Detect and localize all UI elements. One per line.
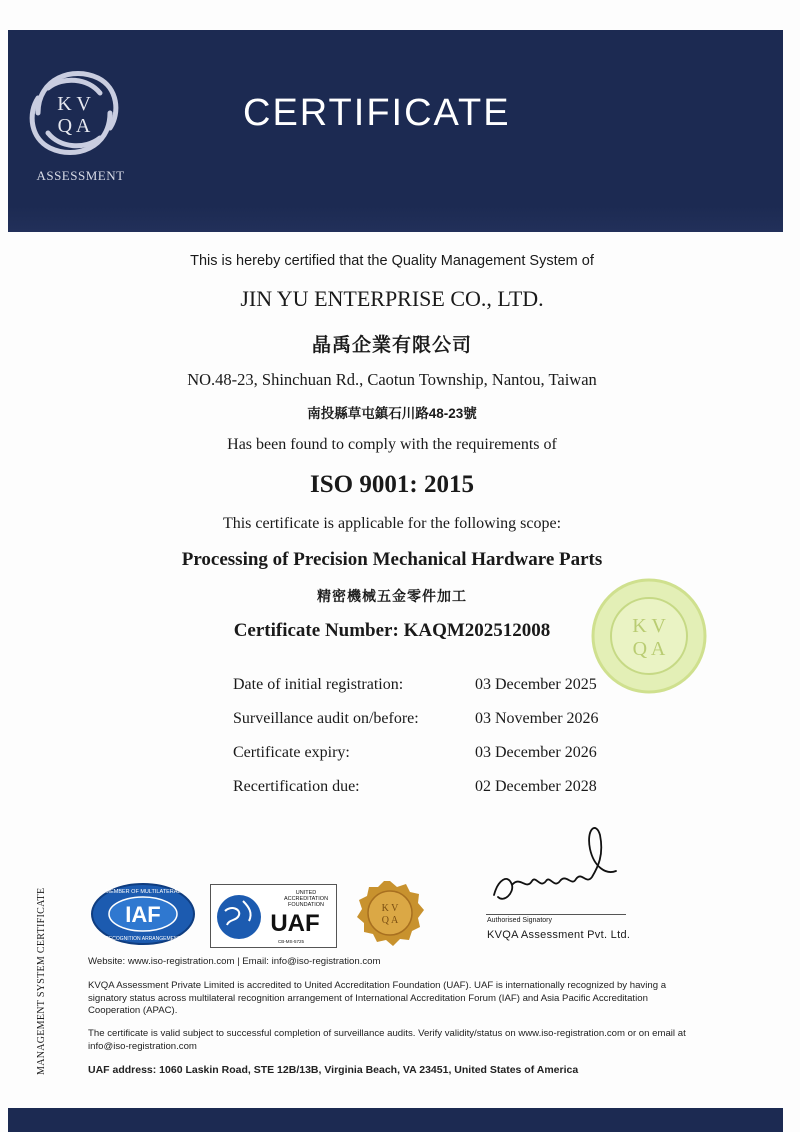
signature-icon [486,815,626,915]
address-zh: 南投縣草屯鎮石川路48-23號 [307,406,477,421]
uaf-badge-icon [211,885,336,947]
scope-intro: This certificate is applicable for the following scope: [222,515,562,532]
svg-text:Q A: Q A [57,115,91,137]
svg-text:ACCREDITATION: ACCREDITATION [283,896,329,902]
seal-icon [590,577,708,695]
svg-text:K V: K V [381,903,399,914]
date-label: Recertification due: [233,778,360,795]
date-label: Date of initial registration: [233,676,404,693]
scope-zh: 精密機械五金零件加工 [317,588,467,604]
company-name-zh: 晶禹企業有限公司 [311,335,472,356]
signature [486,815,626,915]
uaf-code-text: CB-MS-5725 [277,939,305,944]
signatory-org: KVQA Assessment Pvt. Ltd. [487,929,631,941]
registration-seal [590,577,708,695]
uaf-main-text: UAF [270,910,320,937]
footer-contact: Website: www.iso-registration.com | Email: info@iso-registration.com [88,956,381,967]
footer-uaf-address: UAF address: 1060 Laskin Road, STE 12B/13B, Virginia Beach, VA 23451, United States of America [88,1064,579,1076]
footer-accreditation: KVQA Assessment Private Limited is accredited to United Accreditation Foundation (UAF). UAF is internationally recognized by having a signatory status across multilateral recognition arrangement of International Accreditation Forum (IAF) and Asia Pacific Accreditation Cooperation (APAC). [88,980,667,1016]
address-en: NO.48-23, Shinchuan Rd., Caotun Township, Nantou, Taiwan [187,370,597,389]
date-value: 03 December 2025 [475,676,597,693]
svg-text:K V: K V [632,615,666,637]
date-label: Surveillance audit on/before: [233,710,419,727]
footer-band [8,1108,783,1132]
company-name-en: JIN YU ENTERPRISE CO., LTD. [240,286,544,311]
signature-line [486,914,626,915]
certificate-number: Certificate Number: KAQM202512008 [233,620,551,641]
gold-seal-icon [356,880,424,946]
scope-en: Processing of Precision Mechanical Hardware Parts [181,549,603,570]
comply-text: Has been found to comply with the requirements of [227,436,557,453]
iaf-main-text: IAF [125,902,161,927]
svg-text:FOUNDATION: FOUNDATION [288,902,324,908]
signatory-label: Authorised Signatory [487,917,552,924]
date-value: 03 December 2026 [475,744,597,761]
kvqa-logo [18,58,130,188]
date-value: 03 November 2026 [475,710,599,727]
gold-seal [356,880,424,946]
certificate-title: CERTIFICATE [243,92,511,134]
svg-text:K V: K V [57,93,91,115]
iaf-bottom-text: RECOGNITION ARRANGEMENT [105,936,181,942]
iaf-badge-icon [90,882,196,946]
kvqa-emblem-icon [18,58,130,168]
iaf-logo [90,882,196,946]
uaf-logo [210,884,337,948]
intro-text: This is hereby certified that the Quality Management System of [190,253,594,269]
iaf-top-text: MEMBER OF MULTILATERAL [105,889,181,895]
date-value: 02 December 2028 [475,778,597,795]
svg-text:Q A: Q A [381,915,399,926]
side-label: MANAGEMENT SYSTEM CERTIFICATE [36,887,47,1075]
standard-title: ISO 9001: 2015 [310,471,474,498]
logo-caption: ASSESSMENT [36,168,125,183]
svg-text:UNITED: UNITED [295,890,317,896]
footer-validity: The certificate is valid subject to successful completion of surveillance audits. Verify validity/status on www.iso-registration.com or on email at info@iso-registration.com [88,1028,686,1052]
date-label: Certificate expiry: [233,744,350,761]
svg-text:Q A: Q A [632,638,666,660]
